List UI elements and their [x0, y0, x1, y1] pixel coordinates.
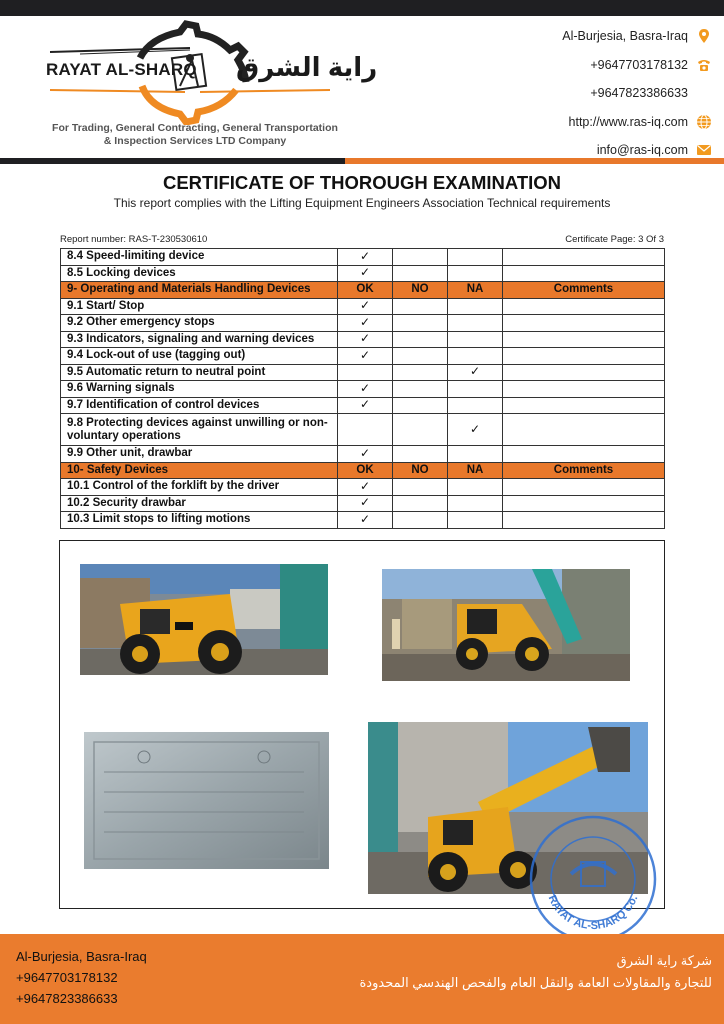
checkmark-icon: ✓ — [359, 331, 371, 346]
checkmark-icon: ✓ — [359, 445, 371, 460]
page-footer — [0, 934, 724, 1024]
cell-comments — [503, 315, 665, 332]
examination-table — [60, 248, 665, 529]
cell-comments — [503, 414, 665, 446]
cell-na — [448, 331, 503, 348]
cell-na — [448, 397, 503, 414]
col-header-no: NO — [393, 282, 448, 299]
section-title: 9- Operating and Materials Handling Devices — [61, 282, 338, 299]
table-row — [61, 479, 665, 496]
checkmark-icon: ✓ — [359, 265, 371, 280]
photo-nameplate — [84, 732, 329, 869]
item-label: 10.1 Control of the forklift by the driver — [61, 479, 338, 496]
cell-na — [448, 364, 503, 381]
col-header-ok: OK — [338, 282, 393, 299]
item-label: 9.2 Other emergency stops — [61, 315, 338, 332]
cell-comments — [503, 265, 665, 282]
tagline-line-1: For Trading, General Contracting, General Transportation — [52, 122, 338, 134]
section-header-row — [61, 282, 665, 299]
contact-phone-1 — [472, 51, 712, 80]
cell-no — [393, 397, 448, 414]
cell-comments — [503, 446, 665, 463]
footer-address: Al-Burjesia, Basra-Iraq — [16, 949, 147, 964]
cell-ok — [338, 331, 393, 348]
item-label: 9.5 Automatic return to neutral point — [61, 364, 338, 381]
col-header-ok: OK — [338, 462, 393, 479]
checkmark-icon: ✓ — [359, 347, 371, 362]
item-label: 9.4 Lock-out of use (tagging out) — [61, 348, 338, 365]
table-row — [61, 298, 665, 315]
cell-no — [393, 249, 448, 266]
item-label: 9.1 Start/ Stop — [61, 298, 338, 315]
brand-name-ar: راية الشرق — [236, 52, 378, 82]
cell-no — [393, 315, 448, 332]
checkmark-icon: ✓ — [359, 478, 371, 493]
cell-comments — [503, 298, 665, 315]
certificate-subtitle: This report complies with the Lifting Equipment Engineers Association Technical requirements — [113, 196, 611, 210]
cell-na — [448, 315, 503, 332]
top-bar — [0, 0, 724, 16]
section-header-row — [61, 462, 665, 479]
cell-ok — [338, 479, 393, 496]
cell-comments — [503, 348, 665, 365]
table-row — [61, 249, 665, 266]
cell-no — [393, 414, 448, 446]
col-header-no: NO — [393, 462, 448, 479]
contact-email-text[interactable]: info@ras-iq.com — [596, 143, 688, 158]
cell-no — [393, 331, 448, 348]
cell-ok — [338, 315, 393, 332]
certificate-page: Certificate Page: 3 Of 3 — [565, 234, 664, 245]
contact-address — [472, 22, 712, 51]
cell-ok — [338, 495, 393, 512]
checkmark-icon: ✓ — [469, 421, 481, 436]
cell-comments — [503, 512, 665, 529]
certificate-title: CERTIFICATE OF THOROUGH EXAMINATION — [162, 172, 562, 193]
cell-comments — [503, 381, 665, 398]
item-label: 9.6 Warning signals — [61, 381, 338, 398]
footer-arabic-line-1: شركة راية الشرق — [616, 953, 712, 968]
checkmark-icon: ✓ — [359, 248, 371, 263]
company-tagline — [30, 122, 360, 148]
cell-no — [393, 512, 448, 529]
footer-contacts — [16, 946, 147, 1009]
item-label: 8.5 Locking devices — [61, 265, 338, 282]
cell-comments — [503, 364, 665, 381]
photo-telehandler-yard — [382, 569, 630, 681]
cell-ok — [338, 298, 393, 315]
header-divider — [0, 158, 724, 164]
cell-comments — [503, 331, 665, 348]
cell-no — [393, 364, 448, 381]
col-header-na: NA — [448, 462, 503, 479]
item-label: 8.4 Speed-limiting device — [61, 249, 338, 266]
cell-ok — [338, 381, 393, 398]
phone-icon — [696, 57, 712, 73]
cell-no — [393, 479, 448, 496]
cell-comments — [503, 397, 665, 414]
checkmark-icon: ✓ — [469, 364, 481, 379]
cell-na — [448, 249, 503, 266]
cell-no — [393, 446, 448, 463]
cell-na — [448, 348, 503, 365]
table-row — [61, 348, 665, 365]
report-number: Report number: RAS-T-230530610 — [60, 234, 208, 245]
cell-na — [448, 479, 503, 496]
checkmark-icon: ✓ — [359, 511, 371, 526]
cell-ok — [338, 265, 393, 282]
col-header-comments: Comments — [503, 282, 665, 299]
stamp-text: RAYAT AL-SHARQ Co. — [545, 893, 641, 933]
cell-na — [448, 381, 503, 398]
item-label: 9.3 Indicators, signaling and warning devices — [61, 331, 338, 348]
col-header-na: NA — [448, 282, 503, 299]
item-label: 9.7 Identification of control devices — [61, 397, 338, 414]
footer-phone-1[interactable]: +9647703178132 — [16, 970, 118, 985]
cell-ok — [338, 414, 393, 446]
cell-ok — [338, 364, 393, 381]
cell-comments — [503, 495, 665, 512]
cell-na — [448, 446, 503, 463]
item-label: 10.2 Security drawbar — [61, 495, 338, 512]
table-row — [61, 381, 665, 398]
section-title: 10- Safety Devices — [61, 462, 338, 479]
company-stamp — [526, 814, 660, 944]
item-label: 10.3 Limit stops to lifting motions — [61, 512, 338, 529]
contact-phone-1-text[interactable]: +9647703178132 — [590, 57, 688, 72]
location-pin-icon — [696, 28, 712, 44]
cell-na — [448, 298, 503, 315]
item-label: 9.9 Other unit, drawbar — [61, 446, 338, 463]
cell-na — [448, 265, 503, 282]
table-row — [61, 331, 665, 348]
table-row — [61, 414, 665, 446]
contact-list — [472, 22, 712, 165]
table-row — [61, 265, 665, 282]
cell-ok — [338, 348, 393, 365]
footer-arabic — [360, 950, 713, 994]
checkmark-icon: ✓ — [359, 298, 371, 313]
table-row — [61, 397, 665, 414]
col-header-comments: Comments — [503, 462, 665, 479]
table-row — [61, 315, 665, 332]
cell-na — [448, 414, 503, 446]
table-row — [61, 364, 665, 381]
cell-comments — [503, 249, 665, 266]
cell-na — [448, 512, 503, 529]
contact-phone-2 — [472, 79, 712, 108]
brand-name-en: RAYAT AL-SHARQ — [46, 60, 197, 79]
globe-icon — [696, 114, 712, 130]
contact-phone-2-text[interactable]: +9647823386633 — [590, 86, 688, 101]
checkmark-icon: ✓ — [359, 380, 371, 395]
photo-telehandler-front — [80, 564, 328, 675]
cell-na — [448, 495, 503, 512]
cell-ok — [338, 446, 393, 463]
table-row — [61, 446, 665, 463]
svg-text:RAYAT AL-SHARQ Co. — [546, 894, 641, 933]
contact-website-text[interactable]: http://www.ras-iq.com — [568, 114, 688, 129]
cell-no — [393, 348, 448, 365]
contact-address-text: Al-Burjesia, Basra-Iraq — [562, 29, 688, 44]
cell-no — [393, 381, 448, 398]
cell-no — [393, 265, 448, 282]
checkmark-icon: ✓ — [359, 314, 371, 329]
cell-comments — [503, 479, 665, 496]
checkmark-icon: ✓ — [359, 397, 371, 412]
footer-phone-2[interactable]: +9647823386633 — [16, 991, 118, 1006]
cell-no — [393, 495, 448, 512]
mail-icon — [696, 142, 712, 158]
cell-no — [393, 298, 448, 315]
tagline-line-2: & Inspection Services LTD Company — [103, 135, 287, 147]
contact-website — [472, 108, 712, 137]
item-label: 9.8 Protecting devices against unwilling or non-voluntary operations — [61, 414, 338, 446]
table-row — [61, 495, 665, 512]
footer-arabic-line-2: للتجارة والمقاولات العامة والنقل العام والفحص الهندسي المحدودة — [359, 975, 712, 990]
table-row — [61, 512, 665, 529]
cell-ok — [338, 249, 393, 266]
cell-ok — [338, 512, 393, 529]
checkmark-icon: ✓ — [359, 495, 371, 510]
cell-ok — [338, 397, 393, 414]
